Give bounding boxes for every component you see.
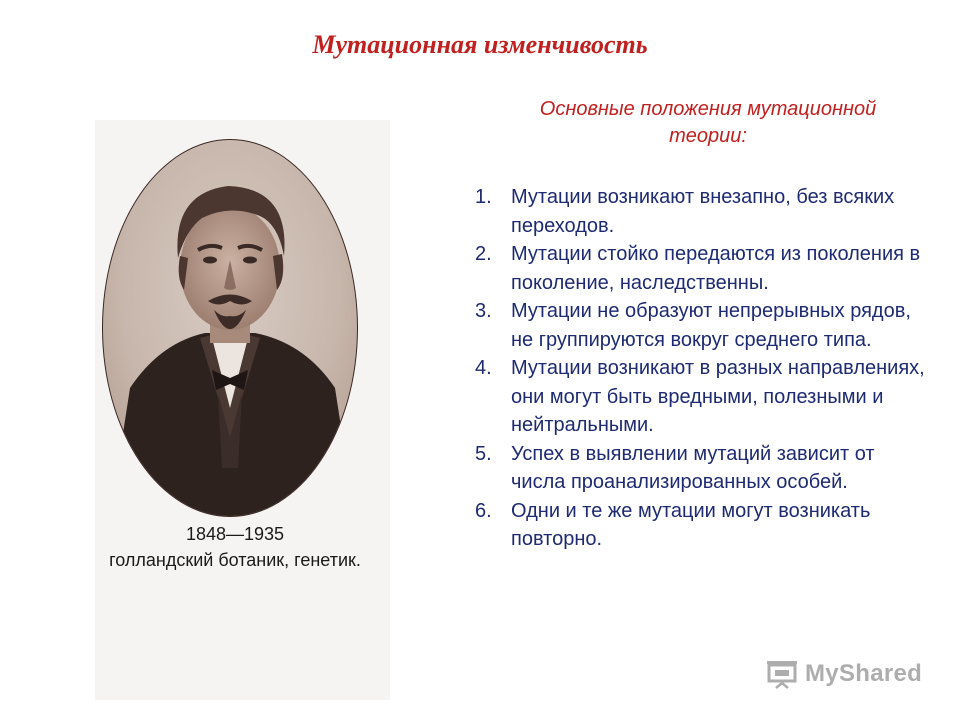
watermark-logo [765,656,922,692]
thesis-number: 4. [475,357,492,379]
subtitle-line-2: теории: [669,125,747,147]
portrait-photo [100,138,360,518]
thesis-item [470,183,930,240]
projector-screen-icon [765,659,799,689]
thesis-item [470,240,930,297]
thesis-number: 3. [475,300,492,322]
caption-years: 1848—1935 [185,524,285,544]
watermark-text: MyShared [805,660,923,687]
subtitle-line-1: Основные положения мутационной [539,98,877,120]
portrait-caption [80,521,390,573]
thesis-text: Одни и те же мутации могут возникать повторно. [511,499,871,550]
thesis-text: Мутации возникают внезапно, без всяких переходов. [511,186,895,237]
thesis-number: 1. [475,186,492,208]
thesis-text: Мутации возникают в разных направлениях, они могут быть вредными, полезными и нейтральными. [511,357,925,436]
thesis-item [470,440,930,497]
thesis-item [470,497,930,554]
thesis-item [470,354,930,440]
slide-title: Мутационная изменчивость [312,30,648,59]
thesis-text: Мутации стойко передаются из поколения в поколение, наследственны. [511,243,921,294]
slide-subtitle [498,96,918,150]
caption-description: голландский ботаник, генетик. [109,550,361,570]
theses-list [470,183,930,554]
thesis-number: 2. [475,243,492,265]
thesis-text: Мутации не образуют непрерывных рядов, не группируются вокруг среднего типа. [511,300,911,351]
thesis-number: 6. [475,499,492,522]
thesis-number: 5. [475,442,492,465]
thesis-text: Успех в выявлении мутаций зависит от числа проанализированных особей. [511,442,875,493]
thesis-item [470,297,930,354]
